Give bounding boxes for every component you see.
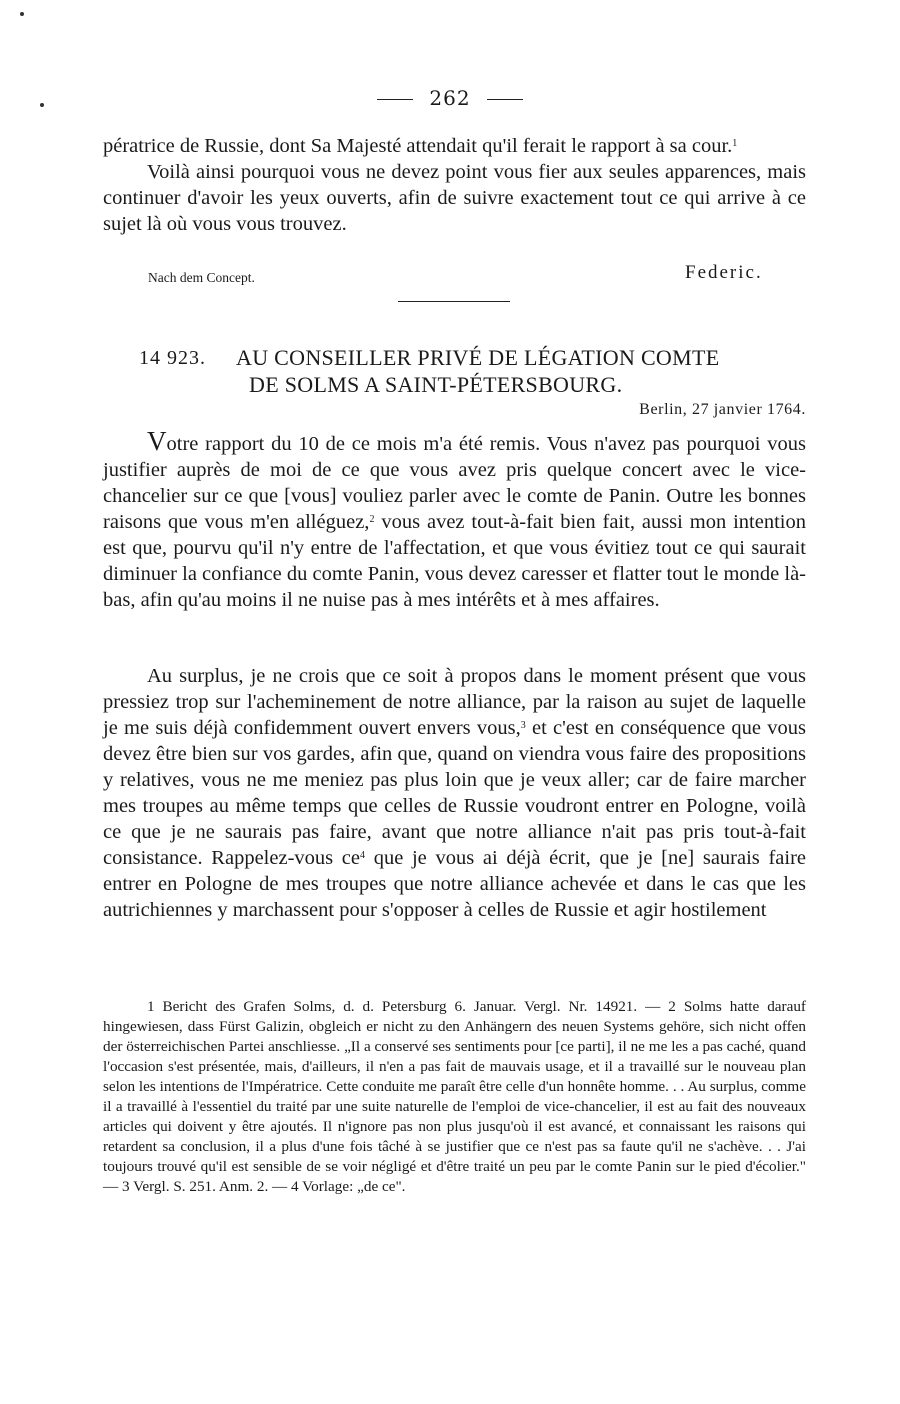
opening-paragraph [103, 133, 806, 159]
letter-paragraph-1-text-b: vous avez tout-à-fait bien fait, aussi mon intention est que, pourvu qu'il n'y entre de l'affectation, et que vous évitiez tout ce qui saurait diminuer la confiance du comte Panin, vous devez caresser et flatter tout le monde là-bas, afin qu'au moins il ne nuise pas à mes intérêts et à mes affaires. [103, 511, 806, 611]
paragraph-voila: Voilà ainsi pourquoi vous ne devez point vous fier aux seules apparences, mais continuer d'avoir les yeux ouverts, afin de suivre exactement tout ce qui arrive à ce sujet là où vous vous trouvez. [103, 161, 806, 235]
page-number-line [0, 86, 900, 110]
source-note: Nach dem Concept. [148, 270, 255, 285]
section-rule [398, 301, 510, 302]
letter-date: Berlin, 27 janvier 1764. [639, 401, 806, 418]
page-number-dash-right [487, 99, 523, 100]
letter-paragraph-2-text-a: Au surplus, je ne crois que ce soit à propos dans le moment présent que vous pressiez trop sur l'acheminement de notre alliance, par la raison au sujet de laquelle je me suis déjà confidemment ouvert envers vous, [103, 665, 806, 739]
footnote-ref-3: 3 [520, 720, 526, 731]
letter-paragraph-1-text-a: otre rapport du 10 de ce mois m'a été remis. Vous n'avez pas pourquoi vous justifier auprès de moi de ce que vous avez pris quelque concert avec le vice-chancelier sur ce que [vous] vouliez parler avec le comte de Panin. Outre les bonnes raisons que vous m'en alléguez, [103, 433, 806, 533]
footnotes [103, 997, 806, 1197]
letter-number: 14 923. [139, 347, 206, 369]
letter-heading-line2: DE SOLMS A SAINT-PÉTERSBOURG. [249, 372, 623, 397]
footnote-ref-2: 2 [369, 514, 375, 525]
page-number-dash-left [377, 99, 413, 100]
drop-initial: V [147, 426, 167, 456]
footnotes-text: 1 Bericht des Grafen Solms, d. d. Petersburg 6. Januar. Vergl. Nr. 14921. — 2 Solms hatte darauf hingewiesen, dass Fürst Galizin, obgleich er nicht zu den Anhängern des neuen Systems gehöre, sich nicht offen der österreichischen Partei anschliesse. „Il a conservé ses sentiments pour [ce parti], il ne me les a pas caché, quand l'occasion s'est présentée, mais, d'ailleurs, il n'en a pas fait de mauvais usage, et il a travaillé sur le nouveau plan selon les intentions de l'Impératrice. Cette conduite me paraît être celle d'un honnête homme. . . Au surplus, comme il a travaillé à l'essentiel du traité par une suite naturelle de l'emploi de vice-chancelier, il est au fait des nouveaux articles qui doivent y être ajoutés. Il n'ignore pas non plus jusqu'où il est avancé, et connaissant les raisons qui retardent sa conclusion, il a plus d'une fois tâché à se justifier que ce n'est pas sa faute qu'il ne s'achève. . . J'ai toujours trouvé qu'il est sensible de se voir négligé et d'être traité un peu par le comte Panin sur le pied d'écolier." — 3 Vergl. S. 251. Anm. 2. — 4 Vorlage: „de ce". [103, 998, 806, 1195]
letter-paragraph-2 [103, 663, 806, 923]
page-number: 262 [429, 86, 471, 110]
footnote-ref-4: 4 [360, 850, 366, 861]
opening-paragraph-text: pératrice de Russie, dont Sa Majesté attendait qu'il ferait le rapport à sa cour. [103, 135, 733, 157]
signature: Federic. [685, 262, 763, 283]
scan-speck [20, 12, 24, 16]
letter-paragraph-2-text-b: et c'est en conséquence que vous devez être bien sur vos gardes, afin que, quand on viendra vous faire des propositions y relatives, vous ne me meniez pas plus loin que je veux aller; car de faire marcher mes troupes au même temps que celles de Russie voudront entrer en Pologne, voilà ce que je ne saurais pas faire, avant que notre alliance n'ait pas pris tout-à-fait consistance. Rappelez-vous ce [103, 717, 806, 869]
letter-heading-line1: AU CONSEILLER PRIVÉ DE LÉGATION COMTE [236, 345, 720, 370]
continued-text [103, 133, 806, 237]
letter-paragraph-2-text-c: que je vous ai déjà écrit, que je [ne] saurais faire entrer en Pologne de mes troupes que notre alliance achevée et dans le cas que les autrichiennes y marchassent pour s'opposer à celles de Russie et agir hostilement [103, 847, 807, 921]
footnote-ref-1: 1 [732, 138, 738, 149]
letter-paragraph-1 [103, 428, 806, 613]
